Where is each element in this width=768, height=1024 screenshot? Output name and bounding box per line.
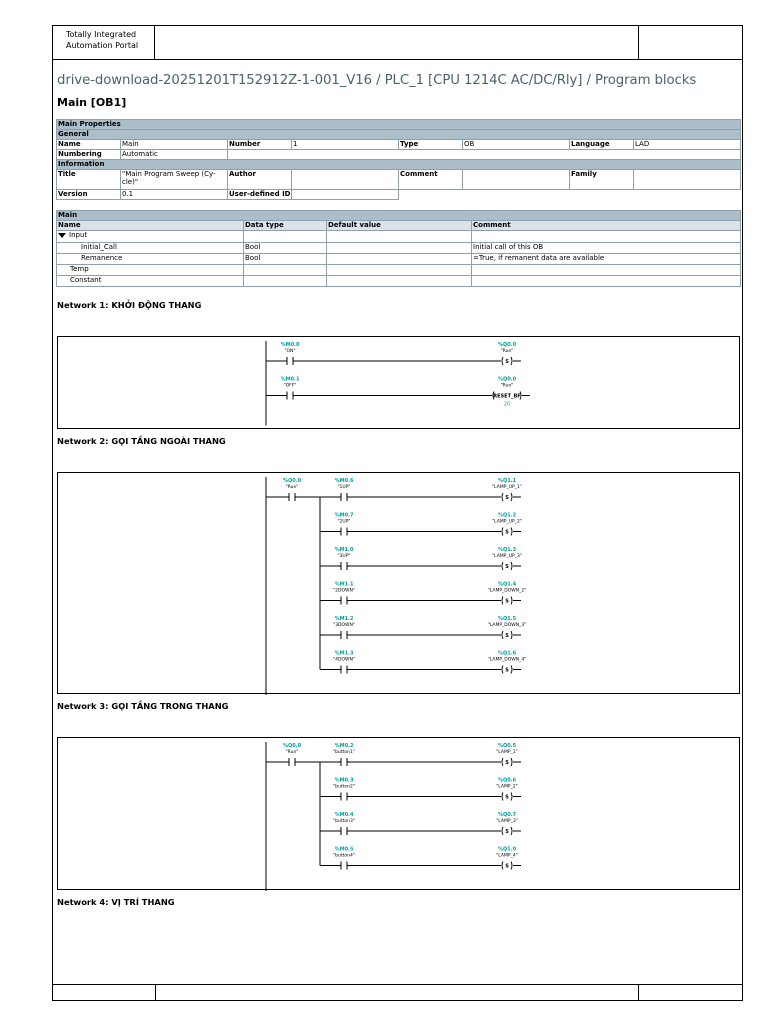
row-remanence-name: Remanence xyxy=(57,254,244,265)
rung-1-coil-address: %Q0.5 xyxy=(497,743,517,749)
numbering-empty xyxy=(228,150,741,160)
rung-4-coil-address: %Q1.4 xyxy=(497,581,517,588)
row-initialcall-default xyxy=(327,243,472,254)
rung-3-address: %M1.0 xyxy=(334,547,354,553)
page-footer xyxy=(52,984,743,1001)
rung-4-address: %M0.5 xyxy=(334,846,354,853)
table-row xyxy=(57,254,741,265)
rung-1-coil-left-arc xyxy=(502,357,503,365)
network-1-box xyxy=(57,336,740,429)
row-constant-comment xyxy=(472,276,741,287)
row-initialcall-type: Bool xyxy=(244,243,327,254)
title-label: Title xyxy=(57,170,121,190)
rung-1-coil-right-arc xyxy=(511,357,512,365)
row-remanence-default xyxy=(327,254,472,265)
rung-3-tag: "button3" xyxy=(333,819,355,824)
rung-5-coil-symbol: S xyxy=(505,633,509,639)
rung-4-coil-address: %Q1.0 xyxy=(497,846,517,853)
series-address: %Q0.0 xyxy=(282,478,302,484)
collapse-triangle-icon[interactable] xyxy=(58,233,66,238)
rung-1-coil-left-arc xyxy=(502,758,503,766)
rung-6-coil-right-arc xyxy=(511,666,512,674)
properties-section-label: Main Properties xyxy=(57,120,741,130)
series-tag: "Run" xyxy=(285,750,299,755)
rung-3-coil-right-arc xyxy=(511,827,512,835)
rung-1-coil-symbol: S xyxy=(505,495,509,501)
rung-1-coil-tag: "LAMP_UP_1" xyxy=(492,485,522,490)
network-2-ladder[interactable] xyxy=(58,473,741,695)
col-header-default: Default value xyxy=(327,221,472,231)
rung-1-coil-symbol: S xyxy=(505,359,509,365)
table-row xyxy=(57,276,741,287)
rung-3-coil-symbol: S xyxy=(505,829,509,835)
rung-1-tag: "button1" xyxy=(333,750,355,755)
rung-6-coil-address: %Q1.6 xyxy=(497,650,517,657)
name-label: Name xyxy=(57,140,121,150)
rung-5-tag: "3DOWN" xyxy=(333,623,355,628)
rung-2-coil-address: %Q1.2 xyxy=(497,512,517,519)
row-temp-type xyxy=(244,265,327,276)
rung-2-coil-count: 20 xyxy=(503,401,511,408)
table-row xyxy=(57,243,741,254)
row-remanence-comment: =True, if remanent data are available xyxy=(472,254,741,265)
product-line-2: Automation Portal xyxy=(66,41,139,50)
rung-4-coil-right-arc xyxy=(511,597,512,605)
block-title: Main [OB1] xyxy=(57,96,127,109)
rung-2-address: %M0.1 xyxy=(280,376,300,383)
page-header xyxy=(52,25,743,60)
row-input-name[interactable] xyxy=(57,231,244,243)
rung-1-coil-tag: "Run" xyxy=(500,349,514,354)
rung-2-coil-tag: "Run" xyxy=(500,383,514,389)
series-tag: "Run" xyxy=(285,485,299,490)
rung-3-address: %M0.4 xyxy=(334,812,354,818)
rung-1-coil-address: %Q0.0 xyxy=(497,342,517,348)
rung-5-coil-tag: "LAMP_DOWN_3" xyxy=(487,623,527,628)
comment-label: Comment xyxy=(399,170,463,190)
rung-2-coil-left-arc xyxy=(502,793,503,801)
version-row-empty xyxy=(399,190,741,200)
rung-3-coil-tag: "LAMP_3" xyxy=(496,819,518,824)
rung-6-coil-tag: "LAMP_DOWN_4" xyxy=(487,657,527,663)
rung-4-coil-symbol: S xyxy=(505,863,509,870)
table-row xyxy=(57,265,741,276)
rung-3-coil-left-arc xyxy=(502,827,503,835)
rung-2-coil-address: %Q0.6 xyxy=(497,777,517,784)
rung-4-coil-tag: "LAMP_4" xyxy=(496,853,518,859)
row-constant-name: Constant xyxy=(57,276,244,287)
row-initialcall-name: Initial_Call xyxy=(57,243,244,254)
family-label: Family xyxy=(570,170,634,190)
row-input-default xyxy=(327,231,472,243)
comment-value xyxy=(463,170,570,190)
type-value: OB xyxy=(463,140,570,150)
footer-divider-left xyxy=(155,985,156,1001)
rung-4-coil-symbol: S xyxy=(505,598,509,605)
rung-3-tag: "3UP" xyxy=(337,554,351,559)
rung-3-coil-symbol: S xyxy=(505,564,509,570)
footer-divider-right xyxy=(638,985,639,1001)
rung-1-coil-right-arc xyxy=(511,493,512,501)
rung-1-tag: "ON" xyxy=(284,349,296,354)
rung-1-coil-symbol: S xyxy=(505,760,509,766)
interface-table xyxy=(56,210,741,287)
rung-4-address: %M1.1 xyxy=(334,581,354,588)
userid-label: User-defined ID xyxy=(229,190,291,198)
rung-2-address: %M0.3 xyxy=(334,777,354,784)
version-label: Version xyxy=(57,190,121,200)
interface-section-label: Main xyxy=(57,211,741,221)
version-value: 0.1 xyxy=(121,190,228,200)
row-constant-type xyxy=(244,276,327,287)
rung-1-coil-right-arc xyxy=(511,758,512,766)
network-1-title: Network 1: KHỞI ĐỘNG THANG xyxy=(57,300,202,310)
rung-1-address: %M0.6 xyxy=(334,478,354,484)
row-input-type xyxy=(244,231,327,243)
rung-1-coil-tag: "LAMP_1" xyxy=(496,750,518,755)
language-label: Language xyxy=(570,140,634,150)
family-value xyxy=(634,170,741,190)
rung-2-coil-symbol: S xyxy=(505,794,509,801)
col-header-comment: Comment xyxy=(472,221,741,231)
rung-4-coil-right-arc xyxy=(511,862,512,870)
row-initialcall-comment: Initial call of this OB xyxy=(472,243,741,254)
rung-2-coil-symbol: RESET_BF xyxy=(493,393,521,400)
language-value: LAD xyxy=(634,140,741,150)
rung-2-tag: "OFF" xyxy=(283,383,297,389)
network-3-box xyxy=(57,737,740,890)
rung-1-coil-left-arc xyxy=(502,493,503,501)
col-header-datatype: Data type xyxy=(244,221,327,231)
number-value: 1 xyxy=(292,140,399,150)
row-temp-default xyxy=(327,265,472,276)
rung-2-coil-address: %Q0.0 xyxy=(497,376,517,383)
number-label: Number xyxy=(228,140,292,150)
rung-3-coil-address: %Q0.7 xyxy=(497,812,517,818)
row-input-comment xyxy=(472,231,741,243)
row-remanence-type: Bool xyxy=(244,254,327,265)
rung-2-coil-left-arc xyxy=(502,528,503,536)
product-line-1: Totally Integrated xyxy=(66,30,137,39)
information-section-label: Information xyxy=(57,160,741,170)
author-label: Author xyxy=(228,170,292,190)
rung-1-tag: "1UP" xyxy=(337,485,351,490)
general-section-label: General xyxy=(57,130,741,140)
network-1-ladder[interactable] xyxy=(58,337,741,430)
header-divider xyxy=(638,25,639,59)
rung-3-coil-left-arc xyxy=(502,562,503,570)
rung-6-tag: "4DOWN" xyxy=(333,657,355,663)
name-value: Main xyxy=(121,140,228,150)
userid-value xyxy=(292,190,399,200)
rung-4-coil-left-arc xyxy=(502,597,503,605)
rung-5-address: %M1.2 xyxy=(334,616,354,622)
rung-1-coil-address: %Q1.1 xyxy=(497,478,517,484)
rung-2-coil-tag: "LAMP_UP_2" xyxy=(492,519,522,525)
rung-2-tag: "button2" xyxy=(333,784,355,790)
rung-4-tag: "2DOWN" xyxy=(333,588,355,594)
network-2-box xyxy=(57,472,740,694)
rung-2-tag: "2UP" xyxy=(337,519,351,525)
network-2-title: Network 2: GỌI TẦNG NGOÀI THANG xyxy=(57,436,226,446)
rung-2-coil-tag: "LAMP_2" xyxy=(496,784,518,790)
network-3-ladder[interactable] xyxy=(58,738,741,891)
rung-4-tag: "button4" xyxy=(333,853,355,859)
rung-5-coil-address: %Q1.5 xyxy=(497,616,517,622)
rung-5-coil-left-arc xyxy=(502,631,503,639)
author-value xyxy=(292,170,399,190)
col-header-name: Name xyxy=(57,221,244,231)
row-temp-comment xyxy=(472,265,741,276)
numbering-label: Numbering xyxy=(57,150,121,160)
rung-2-coil-right-arc xyxy=(511,793,512,801)
rung-2-coil-symbol: S xyxy=(505,529,509,536)
rung-6-coil-left-arc xyxy=(502,666,503,674)
type-label: Type xyxy=(399,140,463,150)
network-4-title: Network 4: VỊ TRÍ THANG xyxy=(57,897,175,907)
rung-1-address: %M0.2 xyxy=(334,743,354,749)
rung-5-coil-right-arc xyxy=(511,631,512,639)
rung-4-coil-left-arc xyxy=(502,862,503,870)
product-name xyxy=(52,25,155,59)
rung-6-coil-symbol: S xyxy=(505,667,509,674)
table-row xyxy=(57,231,741,243)
rung-3-coil-tag: "LAMP_UP_3" xyxy=(492,554,522,559)
rung-3-coil-address: %Q1.3 xyxy=(497,547,517,553)
rung-1-address: %M0.0 xyxy=(280,342,300,348)
properties-table xyxy=(56,119,741,200)
rung-6-address: %M1.3 xyxy=(334,650,354,657)
rung-3-coil-right-arc xyxy=(511,562,512,570)
row-input-label: Input xyxy=(69,231,88,239)
title-value: "Main Program Sweep (Cy-cle)" xyxy=(121,170,228,190)
rung-2-address: %M0.7 xyxy=(334,512,354,519)
rung-4-coil-tag: "LAMP_DOWN_2" xyxy=(487,588,527,594)
project-path-title: drive-download-20251201T152912Z-1-001_V16 / PLC_1 [CPU 1214C AC/DC/Rly] / Program blocks xyxy=(57,73,697,88)
row-constant-default xyxy=(327,276,472,287)
rung-2-coil-right-arc xyxy=(511,528,512,536)
row-temp-name: Temp xyxy=(57,265,244,276)
series-address: %Q0.0 xyxy=(282,743,302,749)
numbering-value: Automatic xyxy=(121,150,228,160)
network-3-title: Network 3: GỌI TẦNG TRONG THANG xyxy=(57,701,229,711)
